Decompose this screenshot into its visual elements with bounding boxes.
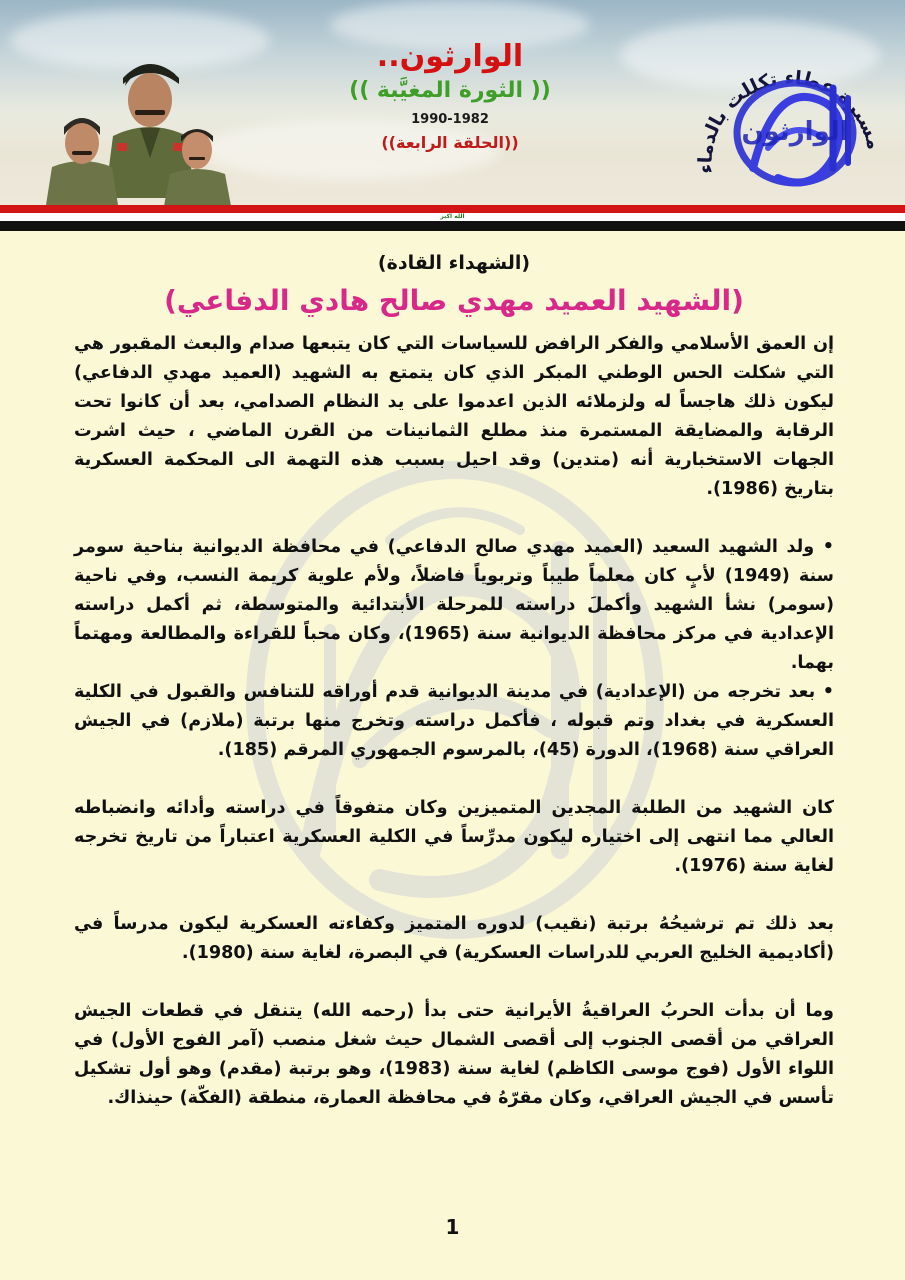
paragraph-academy: بعد ذلك تم ترشيحُهُ برتبة (نقيب) لدوره المتميز وكفاءته العسكرية ليكون مدرساً في (أكاديمية الخليج العربي للدراسات العسكرية) في البصرة، لغاية سنة (1980). <box>74 914 834 963</box>
paragraph-gap <box>74 881 834 910</box>
series-title-block <box>300 40 600 152</box>
paragraph-war: وما أن بدأت الحربُ العراقيةُ الأيرانية حتى بدأ (رحمه الله) يتنقل في قطعات الجيش العراقي من أقصى الجنوب إلى أقصى الشمال حيث شغل منصب (آمر الفوج الأول) في اللواء الأول (فوج موسى الكاظم) لغاية سنة (1983)، وهو برتبة (مقدم) وهو أول تشكيل تأسس في الجيش العراقي، وكان مقرّهُ في محافظة العمارة، منطقة (الفكّة) حينذاك. <box>74 1001 834 1108</box>
paragraph-gap <box>74 968 834 997</box>
paragraph-gap <box>74 765 834 794</box>
paragraph-gap <box>74 504 834 533</box>
bullet-paragraph-birth: • ولد الشهيد السعيد (العميد مهدي صالح الدفاعي) في محافظة الديوانية بناحية سومر سنة (1949) لأبٍ كان معلماً طيباً وتربوياً فاضلاً، ولأم علوية كريمة النسب، وفي ناحية (سومر) نشأ الشهيد وأكملَ دراسته للمرحلة الأبتدائية والمتوسطة، ثم أكمل دراسته الإعدادية في مركز محافظة الديوانية سنة (1965)، وكان محباً للقراءة والمطالعة ومهتماً بهما. <box>74 533 834 678</box>
logo-arc-text: مسيرة عطاء تكللت بالدماء <box>694 67 883 175</box>
flag-motto: الله اكبر <box>440 213 465 220</box>
logo-name: الوارثون <box>741 117 849 147</box>
martyr-title: (الشهيد العميد مهدي صالح هادي الدفاعي) <box>164 284 744 317</box>
flag-black-stripe <box>0 221 905 231</box>
page-number: 1 <box>445 1215 460 1239</box>
page-header <box>0 0 905 205</box>
portrait-left <box>42 105 122 205</box>
paragraph-instructor: كان الشهيد من الطلبة المجدين المتميزين وكان متفوقاً في دراسته وأدائه وانضباطه العالي مما انتهى إلى اختياره ليكون مدرِّساً في الكلية العسكرية اعتباراً من تاريخ تخرجه لغاية سنة (1976). <box>74 798 834 876</box>
series-subtitle: (( الثورة المغيَّبة )) <box>349 78 551 103</box>
calligraphy-logo <box>683 28 883 203</box>
paragraph-intro: إن العمق الأسلامي والفكر الرافض للسياسات التي كان يتبعها صدام والبعث المقبور هي التي شكلت الحس الوطني المبكر الذي كان يتمتع به الشهيد (العميد مهدي الدفاعي) ليكون ذلك هاجساً له ولزملائه الذين اعدموا على يد النظام الصدامي، بعد أن كانوا تحت الرقابة والمضايقة المستمرة منذ مطلع الثمانينات من القرن الماضي ، حيث اشرت الجهات الاستخبارية أنه (متدين) وقد احيل بسبب هذه التهمة الى المحكمة العسكرية بتاريخ (1986). <box>74 334 834 499</box>
article-body <box>74 250 834 1113</box>
portrait-right <box>160 118 235 205</box>
bullet-paragraph-graduation: • بعد تخرجه من (الإعدادية) في مدينة الديوانية قدم أوراقه للتنافس والقبول في الكلية العسكرية في بغداد وتم قبوله ، فأكمل دراسته وتخرج منها برتبة (ملازم) في الجيش العراقي سنة (1968)، الدورة (45)، بالمرسوم الجمهوري المرقم (185). <box>74 678 834 765</box>
series-title: الوارثون.. <box>376 39 524 74</box>
flag-red-stripe <box>0 205 905 213</box>
episode-label: ((الحلقة الرابعة)) <box>381 133 519 152</box>
martyrs-portraits <box>40 40 240 205</box>
section-title: (الشهداء القادة) <box>377 252 531 274</box>
series-years: 1990-1982 <box>411 112 489 127</box>
